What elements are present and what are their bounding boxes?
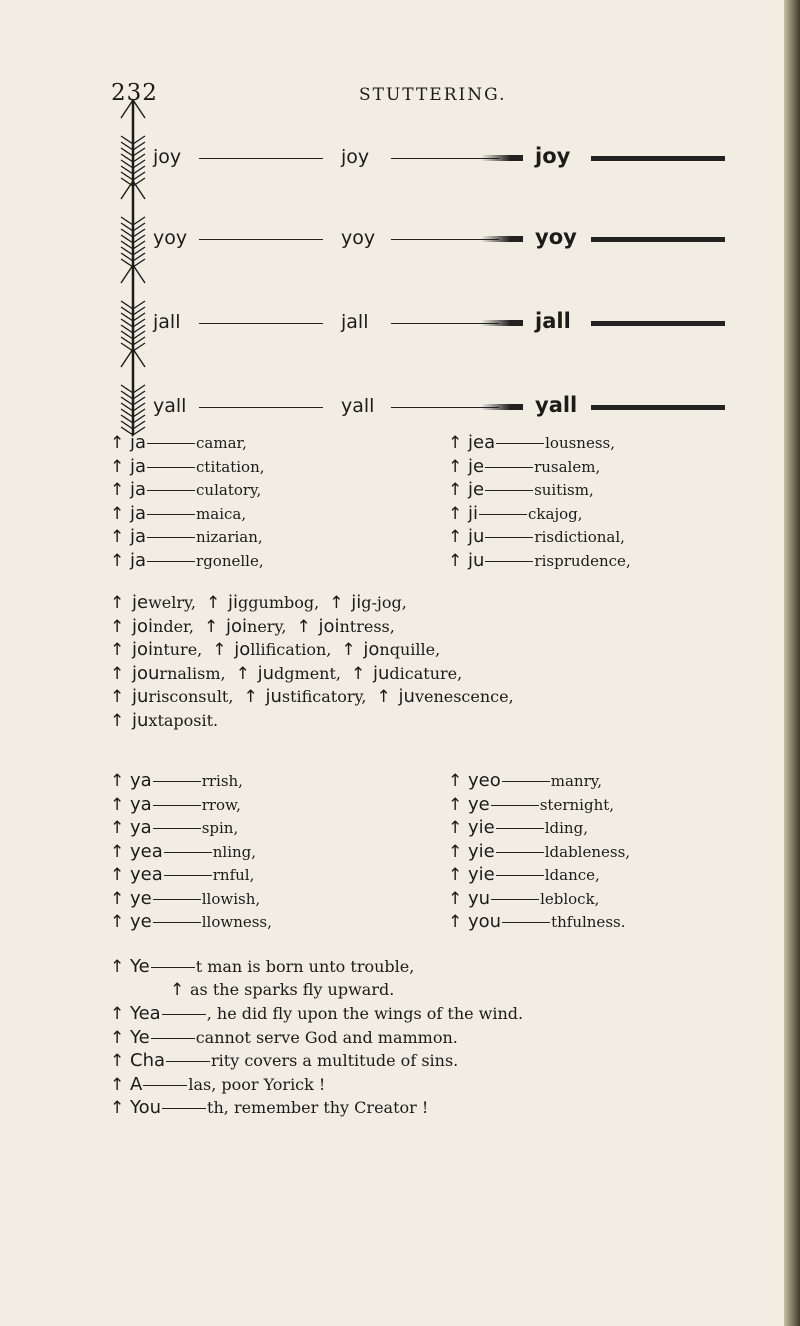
word-ending: dgment, [274, 663, 341, 683]
up-arrow-icon: ↑ [110, 818, 125, 838]
sentence-text: t man is born unto trouble, [195, 957, 415, 976]
syllable: ju [257, 662, 275, 684]
up-arrow-icon: ↑ [448, 456, 463, 477]
syllable: joi [318, 615, 340, 637]
up-arrow-icon: ↑ [110, 503, 125, 524]
feather-arrow-icon [117, 347, 151, 439]
up-arrow-icon: ↑ [341, 640, 356, 660]
up-arrow-icon: ↑ [170, 979, 185, 1000]
dash-line [166, 1061, 210, 1062]
sentence-line [110, 1003, 523, 1027]
word-ending: camar, [196, 434, 247, 452]
connector-line [199, 158, 323, 159]
connector-wedge [481, 404, 523, 410]
list-item [448, 817, 588, 841]
sentence-line [110, 1074, 325, 1098]
syllable: ju [265, 686, 282, 707]
syllable: yea [130, 840, 163, 862]
drill-word-plain: jall [153, 311, 181, 333]
syllable: Yea [130, 1003, 161, 1024]
up-arrow-icon: ↑ [110, 1051, 125, 1071]
dash-line [153, 828, 201, 829]
up-arrow-icon: ↑ [110, 771, 125, 791]
syllable: joi [226, 615, 248, 637]
syllable: je [468, 479, 485, 500]
up-arrow-icon: ↑ [448, 771, 463, 791]
word-ending: spin, [201, 819, 239, 837]
dash-line [162, 1108, 206, 1109]
sentence-text: cannot serve God and mammon. [195, 1027, 458, 1047]
list-item [448, 794, 614, 818]
word-ending: llowness, [201, 913, 272, 931]
up-arrow-icon: ↑ [296, 616, 311, 637]
syllable: ji [228, 592, 239, 613]
up-arrow-icon: ↑ [448, 527, 463, 547]
up-arrow-icon: ↑ [204, 616, 219, 637]
list-item [110, 864, 254, 888]
list-item [110, 794, 241, 818]
dash-line [147, 443, 195, 444]
connector-line [199, 239, 323, 240]
drill-word-middle: yall [341, 395, 375, 417]
dash-line [491, 899, 539, 900]
list-item [448, 550, 631, 574]
connector-wedge [481, 320, 523, 326]
syllable: ye [130, 887, 152, 909]
syllable: ju [468, 549, 485, 571]
word-ending: nder, [153, 616, 195, 636]
sentence-line [170, 980, 394, 1004]
connector-bar [591, 237, 725, 242]
sentence-text: rity covers a multitude of sins. [211, 1051, 459, 1070]
j-word-line [110, 663, 472, 687]
connector-bar [591, 321, 725, 326]
sentence-text: th, remember thy Creator ! [207, 1098, 429, 1117]
syllable: you [468, 911, 502, 932]
up-arrow-icon: ↑ [243, 687, 258, 707]
up-arrow-icon: ↑ [110, 841, 125, 862]
syllable: ya [130, 793, 152, 815]
up-arrow-icon: ↑ [110, 456, 125, 477]
up-arrow-icon: ↑ [110, 888, 125, 909]
up-arrow-icon: ↑ [110, 1027, 125, 1048]
word-ending: rnful, [212, 866, 255, 884]
j-word-line [110, 616, 405, 640]
up-arrow-icon: ↑ [110, 593, 125, 613]
syllable: joi [132, 615, 154, 637]
word-ending: maica, [196, 504, 247, 523]
word-ending: lding, [544, 819, 588, 837]
up-arrow-icon: ↑ [235, 663, 250, 684]
word-ending: culatory, [196, 481, 262, 499]
word-ending: lousness, [545, 434, 615, 452]
list-item [110, 841, 256, 865]
word-ending: rnalism, [159, 663, 226, 683]
list-item [110, 456, 265, 480]
up-arrow-icon: ↑ [212, 640, 227, 660]
dash-line [162, 1014, 206, 1015]
word-ending: nquille, [379, 640, 441, 659]
dash-line [147, 514, 195, 515]
syllable: Ye [130, 1026, 150, 1048]
word-ending: ggumbog, [238, 593, 320, 612]
word-ending: welry, [148, 593, 197, 612]
drill-word-plain: joy [153, 146, 182, 168]
up-arrow-icon: ↑ [110, 865, 125, 885]
up-arrow-icon: ↑ [448, 841, 463, 862]
drill-row [117, 347, 737, 443]
word-ending: dicature, [389, 663, 463, 683]
syllable: ju [398, 686, 415, 707]
connector-bar [591, 156, 725, 161]
word-ending: ckajog, [528, 504, 583, 523]
list-item [110, 770, 243, 794]
up-arrow-icon: ↑ [448, 550, 463, 571]
dash-line [143, 1085, 187, 1086]
dash-line [153, 922, 201, 923]
drill-word-emphatic: yall [535, 393, 578, 417]
list-item [448, 770, 602, 794]
drill-word-plain: yall [153, 395, 187, 417]
up-arrow-icon: ↑ [110, 616, 125, 637]
dash-line [502, 781, 550, 782]
word-ending: risdictional, [534, 528, 625, 546]
dash-line [485, 537, 533, 538]
list-item [448, 456, 600, 480]
word-ending: ctitation, [196, 457, 265, 476]
feather-arrow-icon [117, 98, 151, 190]
up-arrow-icon: ↑ [110, 1004, 125, 1024]
up-arrow-icon: ↑ [448, 480, 463, 500]
word-ending: suitism, [534, 481, 594, 499]
sentence-line [110, 1050, 458, 1074]
word-ending: rusalem, [534, 457, 601, 476]
list-item [110, 479, 261, 503]
up-arrow-icon: ↑ [110, 550, 125, 571]
list-item [110, 432, 247, 456]
sentence-line [110, 956, 414, 980]
word-ending: risconsult, [148, 687, 234, 706]
sentence-line [110, 1097, 428, 1121]
syllable: yie [468, 817, 495, 838]
word-ending: thfulness. [551, 913, 626, 931]
syllable: ya [130, 770, 152, 791]
feather-arrow-icon [117, 179, 151, 271]
list-item [448, 864, 600, 888]
syllable: You [130, 1097, 162, 1118]
sentence-text: las, poor Yorick ! [188, 1074, 326, 1094]
syllable: joi [132, 639, 154, 660]
syllable: yie [468, 864, 495, 885]
word-ending: nery, [247, 616, 287, 636]
dash-line [164, 875, 212, 876]
syllable: ja [130, 432, 147, 453]
up-arrow-icon: ↑ [376, 687, 391, 707]
dash-line [153, 899, 201, 900]
dash-line [502, 922, 550, 923]
word-ending: rrish, [201, 772, 243, 790]
up-arrow-icon: ↑ [110, 1074, 125, 1095]
j-word-line [110, 592, 417, 616]
drill-row [117, 263, 737, 359]
dash-line [479, 514, 527, 515]
list-item [110, 888, 260, 912]
drill-word-middle: yoy [341, 227, 376, 249]
dash-line [147, 537, 195, 538]
dash-line [496, 828, 544, 829]
dash-line [151, 1038, 195, 1039]
dash-line [485, 490, 533, 491]
dash-line [496, 875, 544, 876]
connector-bar [591, 405, 725, 410]
list-item [448, 432, 615, 456]
dash-line [496, 852, 544, 853]
up-arrow-icon: ↑ [110, 663, 125, 684]
syllable: je [132, 592, 149, 613]
syllable: yeo [468, 770, 501, 791]
up-arrow-icon: ↑ [448, 794, 463, 815]
connector-wedge [481, 236, 523, 242]
dash-line [147, 561, 195, 562]
list-item [448, 841, 630, 865]
up-arrow-icon: ↑ [448, 865, 463, 885]
syllable: ju [468, 526, 485, 547]
list-item [448, 479, 594, 503]
word-ending: manry, [550, 772, 602, 790]
word-ending: nizarian, [196, 528, 263, 546]
syllable: ye [130, 911, 152, 932]
up-arrow-icon: ↑ [110, 1098, 125, 1118]
syllable: yie [468, 840, 495, 862]
list-item [448, 888, 599, 912]
word-ending: nling, [212, 842, 257, 861]
syllable: ju [132, 686, 149, 707]
word-ending: ldance, [544, 866, 600, 884]
word-ending: risprudence, [534, 551, 631, 570]
up-arrow-icon: ↑ [351, 663, 366, 684]
syllable: jo [234, 639, 251, 660]
page-number: 232 [111, 80, 158, 106]
word-ending: g-jog, [361, 593, 407, 612]
list-item [110, 817, 238, 841]
up-arrow-icon: ↑ [110, 527, 125, 547]
word-ending: xtaposit. [148, 710, 219, 730]
page-edge [784, 0, 800, 1326]
word-ending: nture, [153, 640, 203, 659]
drill-word-emphatic: joy [535, 144, 571, 168]
list-item [110, 526, 263, 550]
syllable: ji [468, 502, 479, 524]
connector-wedge [481, 155, 523, 161]
dash-line [153, 781, 201, 782]
syllable: A [130, 1073, 143, 1095]
list-item [448, 526, 625, 550]
syllable: Ye [130, 956, 150, 977]
syllable: yea [130, 864, 163, 885]
drill-word-middle: joy [341, 146, 370, 168]
syllable: ja [130, 479, 147, 500]
dash-line [153, 805, 201, 806]
j-word-line [110, 639, 450, 663]
up-arrow-icon: ↑ [448, 433, 463, 453]
sentence-text: as the sparks fly upward. [190, 979, 395, 999]
word-ending: rrow, [201, 795, 241, 814]
up-arrow-icon: ↑ [110, 794, 125, 815]
up-arrow-icon: ↑ [110, 957, 125, 977]
syllable: ja [130, 455, 147, 477]
list-item [110, 550, 264, 574]
up-arrow-icon: ↑ [110, 480, 125, 500]
word-ending: llowish, [201, 889, 261, 908]
up-arrow-icon: ↑ [329, 593, 344, 613]
up-arrow-icon: ↑ [110, 640, 125, 660]
syllable: ya [130, 817, 152, 838]
dash-line [491, 805, 539, 806]
word-ending: stificatory, [281, 687, 367, 706]
syllable: ju [132, 709, 149, 731]
drill-word-plain: yoy [153, 227, 188, 249]
syllable: ja [130, 502, 147, 524]
syllable: jou [132, 662, 160, 684]
word-ending: leblock, [540, 889, 600, 908]
running-head: STUTTERING. [359, 85, 507, 105]
drill-word-middle: jall [341, 311, 369, 333]
connector-line [199, 407, 323, 408]
syllable: ju [373, 662, 390, 684]
sentence-line [110, 1027, 458, 1051]
syllable: Cha [130, 1050, 166, 1071]
drill-row [117, 179, 737, 275]
up-arrow-icon: ↑ [448, 818, 463, 838]
up-arrow-icon: ↑ [206, 593, 221, 613]
word-ending: venescence, [414, 687, 514, 706]
up-arrow-icon: ↑ [448, 888, 463, 909]
syllable: ja [130, 526, 147, 547]
up-arrow-icon: ↑ [110, 687, 125, 707]
drill-word-emphatic: jall [535, 309, 571, 333]
word-ending: llification, [250, 640, 332, 659]
list-item [110, 503, 246, 527]
drill-word-emphatic: yoy [535, 225, 577, 249]
syllable: jea [468, 432, 496, 453]
up-arrow-icon: ↑ [448, 503, 463, 524]
syllable: jo [363, 639, 380, 660]
syllable: je [468, 455, 485, 477]
up-arrow-icon: ↑ [110, 912, 125, 932]
j-word-line [110, 686, 524, 710]
syllable: ja [130, 549, 147, 571]
list-item [110, 911, 272, 935]
list-item [448, 911, 625, 935]
dash-line [164, 852, 212, 853]
dash-line [147, 467, 195, 468]
word-ending: rgonelle, [196, 551, 264, 570]
j-word-line [110, 710, 228, 734]
sentence-text: , he did fly upon the wings of the wind. [206, 1004, 524, 1023]
dash-line [496, 443, 544, 444]
up-arrow-icon: ↑ [110, 433, 125, 453]
word-ending: ntress, [339, 616, 395, 636]
syllable: ji [351, 592, 362, 613]
feather-arrow-icon [117, 263, 151, 355]
dash-line [151, 967, 195, 968]
connector-line [199, 323, 323, 324]
list-item [448, 503, 583, 527]
up-arrow-icon: ↑ [110, 710, 125, 731]
word-ending: sternight, [539, 795, 615, 814]
word-ending: ldableness, [544, 842, 631, 861]
syllable: yu [468, 887, 491, 909]
dash-line [485, 561, 533, 562]
syllable: ye [468, 793, 490, 815]
dash-line [485, 467, 533, 468]
up-arrow-icon: ↑ [448, 912, 463, 932]
dash-line [147, 490, 195, 491]
